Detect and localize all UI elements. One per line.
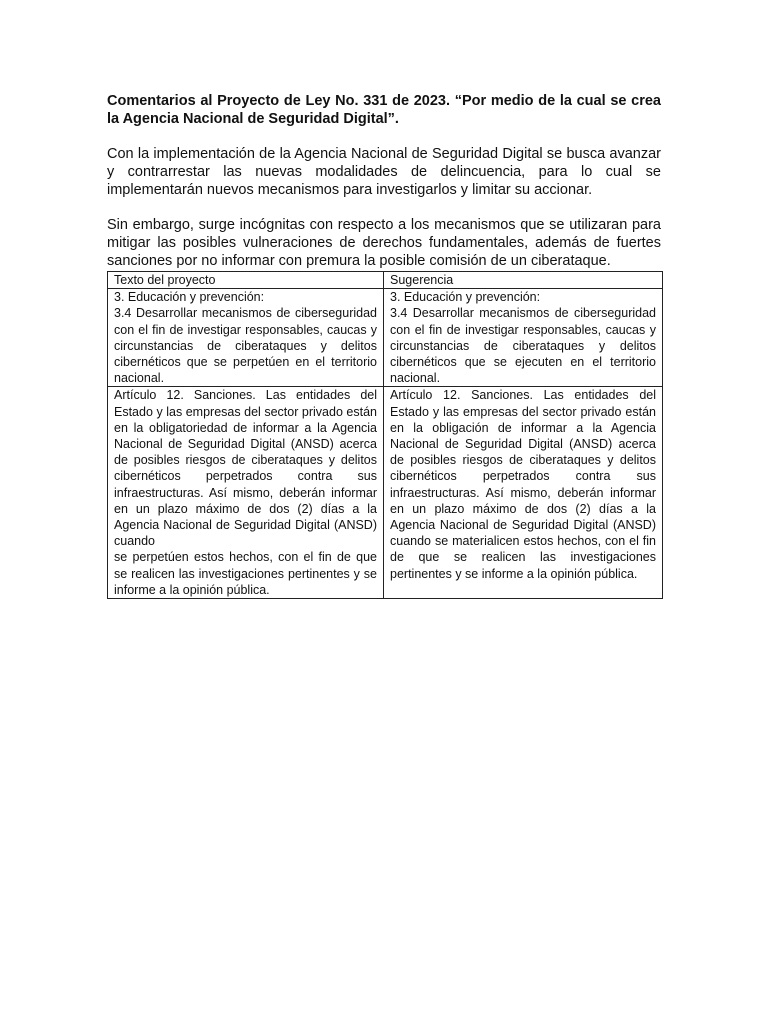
table-header-row bbox=[108, 272, 663, 289]
concern-paragraph: Sin embargo, surge incógnitas con respecto a los mecanismos que se utilizaran para mitigar las posibles vulneraciones de derechos fundamentales, además de fuertes sanciones por no informar con premura la posible comisión de un ciberataque. bbox=[107, 217, 661, 269]
document-page bbox=[107, 92, 661, 599]
suggestion-cell-education bbox=[384, 289, 663, 387]
document-title: Comentarios al Proyecto de Ley No. 331 de 2023. “Por medio de la cual se crea la Agencia Nacional de Seguridad Digital”. bbox=[107, 93, 661, 127]
section-heading: 3. Educación y prevención: bbox=[114, 290, 265, 305]
project-cell-education bbox=[108, 289, 384, 387]
section-body: 3.4 Desarrollar mecanismos de ciberseguridad con el fin de investigar responsables, caucas y circunstancias de ciberataques y delitos cibernéticos que se ejecuten en el territorio nacional. bbox=[390, 306, 656, 386]
article-body: Artículo 12. Sanciones. Las entidades del Estado y las empresas del sector privado están en la obligatoriedad de informar a la Agencia Nacional de Seguridad Digital (ANSD) acerca de posibles riesgos de ciberataques y delitos cibernéticos perpetrados contra sus infraestructuras. Así mismo, deberán informar en un plazo máximo de dos (2) días a la Agencia Nacional de Seguridad Digital (ANSD) cuando bbox=[114, 388, 377, 549]
comparison-table bbox=[107, 271, 663, 599]
article-body: Artículo 12. Sanciones. Las entidades del Estado y las empresas del sector privado están en la obligación de informar a la Agencia Nacional de Seguridad Digital (ANSD) acerca de posibles riesgos de ciberataques y delitos cibernéticos perpetrados contra sus infraestructuras. Así mismo, deberán informar en un plazo máximo de dos (2) días a la Agencia Nacional de Seguridad Digital (ANSD) cuando se materialicen estos hechos, con el fin de que se realicen las investigaciones pertinentes y se informe a la opinión pública. bbox=[390, 388, 656, 581]
section-body: 3.4 Desarrollar mecanismos de ciberseguridad con el fin de investigar responsables, caucas y circunstancias de ciberataques y delitos cibernéticos que se perpetúen en el territorio nacional. bbox=[114, 306, 377, 386]
header-project-text: Texto del proyecto bbox=[108, 272, 384, 289]
header-suggestion: Sugerencia bbox=[384, 272, 663, 289]
article-body-continued: se perpetúen estos hechos, con el fin de que se realicen las investigaciones pertinentes y se informe a la opinión pública. bbox=[114, 550, 377, 597]
project-cell-sanctions bbox=[108, 387, 384, 599]
intro-paragraph: Con la implementación de la Agencia Nacional de Seguridad Digital se busca avanzar y contrarrestar las nuevas modalidades de delincuencia, para lo cual se implementarán nuevos mecanismos para investigarlos y limitar su accionar. bbox=[107, 146, 661, 198]
suggestion-cell-sanctions bbox=[384, 387, 663, 599]
table-row bbox=[108, 387, 663, 599]
table-row bbox=[108, 289, 663, 387]
section-heading: 3. Educación y prevención: bbox=[390, 290, 541, 305]
